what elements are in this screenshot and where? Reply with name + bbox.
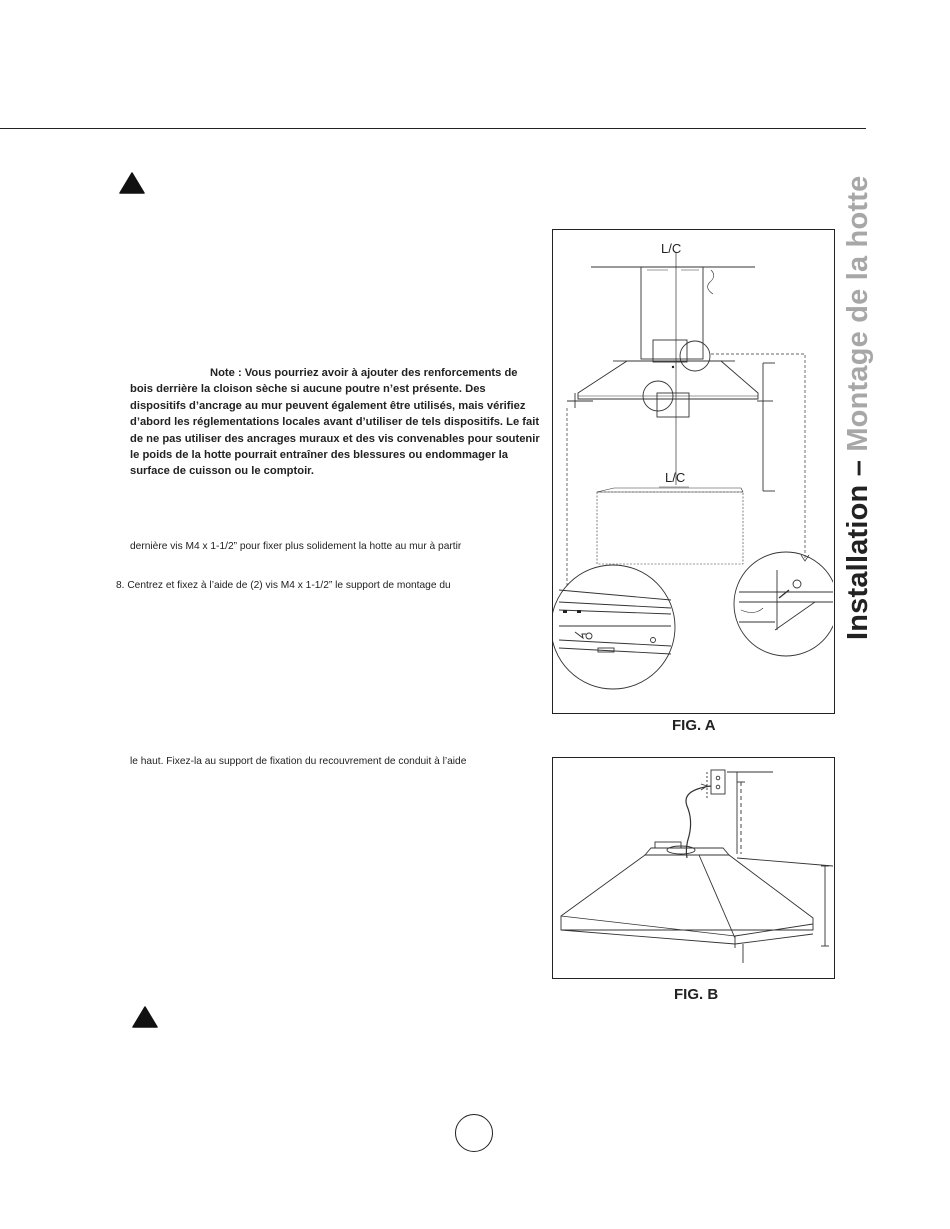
figure-a-label-mid: L/C <box>665 470 686 485</box>
step-8-line: 8. Centrez et fixez à l’aide de (2) vis M4 x 1-1/2” le support de montage du <box>116 580 451 591</box>
figure-a-caption: FIG. A <box>672 717 716 734</box>
note-paragraph: Note : Vous pourriez avoir à ajouter des renforcements de bois derrière la cloison sèche si aucune poutre n’est présente. Des dispositifs d’ancrage au mur peuvent également être utilisés, mais vérifiez d’abord les réglementations locales avant d’utiliser de tels dispositifs. Le fait de ne pas utiliser des ancrages muraux et des vis convenables pour soutenir le poids de la hotte pourrait entraîner des blessures ou endommager la surface de cuisson ou le comptoir. <box>130 367 540 478</box>
header-rule <box>0 128 866 129</box>
side-title-part-montage: Montage de la hotte <box>842 175 874 452</box>
figure-b <box>552 757 835 979</box>
side-section-title <box>842 176 875 640</box>
figure-a <box>552 229 835 714</box>
page-number-circle <box>455 1114 493 1152</box>
figure-a-drawing <box>553 230 833 712</box>
instruction-line-haut: le haut. Fixez-la au support de fixation du recouvrement de conduit à l’aide <box>130 756 467 767</box>
figure-b-drawing <box>553 758 833 977</box>
figure-b-caption: FIG. B <box>674 986 719 1003</box>
instruction-line-m4: dernière vis M4 x 1-1/2” pour fixer plus solidement la hotte au mur à partir <box>130 541 462 552</box>
side-title-part-installation: Installation – <box>842 451 874 640</box>
warning-icon <box>119 172 145 194</box>
warning-icon-bottom <box>132 1006 158 1028</box>
figure-a-label-top: L/C <box>661 241 682 256</box>
